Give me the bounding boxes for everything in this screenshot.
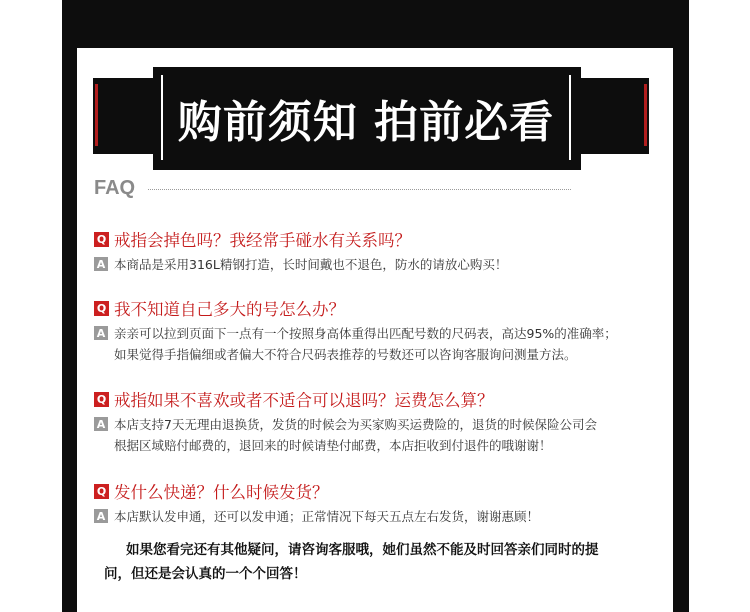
question-icon: Q <box>94 232 109 247</box>
faq-label: FAQ <box>94 177 136 199</box>
question-text: 戒指如果不喜欢或者不适合可以退吗？运费怎么算？ <box>114 391 494 410</box>
answer-text: 本店支持7天无理由退换货，发货的时候会为买家购买运费险的，退货的时候保险公司会 <box>114 417 597 432</box>
closing-note <box>104 538 664 586</box>
qa-item <box>94 227 679 275</box>
question-icon: Q <box>94 484 109 499</box>
answer-text: 亲亲可以拉到页面下一点有一个按照身高体重得出匹配号数的尺码表，高达95%的准确率； <box>114 326 617 341</box>
banner-edge-right <box>644 84 647 146</box>
faq-divider <box>148 189 571 190</box>
qa-item <box>94 479 679 527</box>
question-text: 戒指会掉色吗？我经常手碰水有关系吗？ <box>114 231 411 250</box>
closing-note-line-2: 问，但还是会认真的一个个回答！ <box>104 566 307 582</box>
question-icon: Q <box>94 392 109 407</box>
answer-text: 本店默认发申通，还可以发申通；正常情况下每天五点左右发货，谢谢惠顾！ <box>114 509 540 524</box>
closing-note-line-1: 如果您看完还有其他疑问，请咨询客服哦，她们虽然不能及时回答亲们同时的提 <box>126 542 599 558</box>
banner-title: 购前须知 拍前必看 <box>177 96 555 148</box>
qa-item <box>94 296 679 365</box>
answer-text: 本商品是采用316L精钢打造，长时间戴也不退色，防水的请放心购买！ <box>114 257 508 272</box>
answer-icon: A <box>94 326 108 340</box>
qa-item <box>94 387 679 456</box>
question-text: 我不知道自己多大的号怎么办？ <box>114 300 345 319</box>
answer-icon: A <box>94 257 108 271</box>
answer-text: 根据区域赔付邮费的，退回来的时候请垫付邮费，本店拒收到付退件的哦谢谢！ <box>114 438 552 453</box>
answer-icon: A <box>94 509 108 523</box>
answer-text: 如果觉得手指偏细或者偏大不符合尺码表推荐的号数还可以咨询客服询问测量方法。 <box>114 347 577 362</box>
banner-edge-left <box>95 84 98 146</box>
question-text: 发什么快递？什么时候发货？ <box>114 483 329 502</box>
question-icon: Q <box>94 301 109 316</box>
answer-icon: A <box>94 417 108 431</box>
